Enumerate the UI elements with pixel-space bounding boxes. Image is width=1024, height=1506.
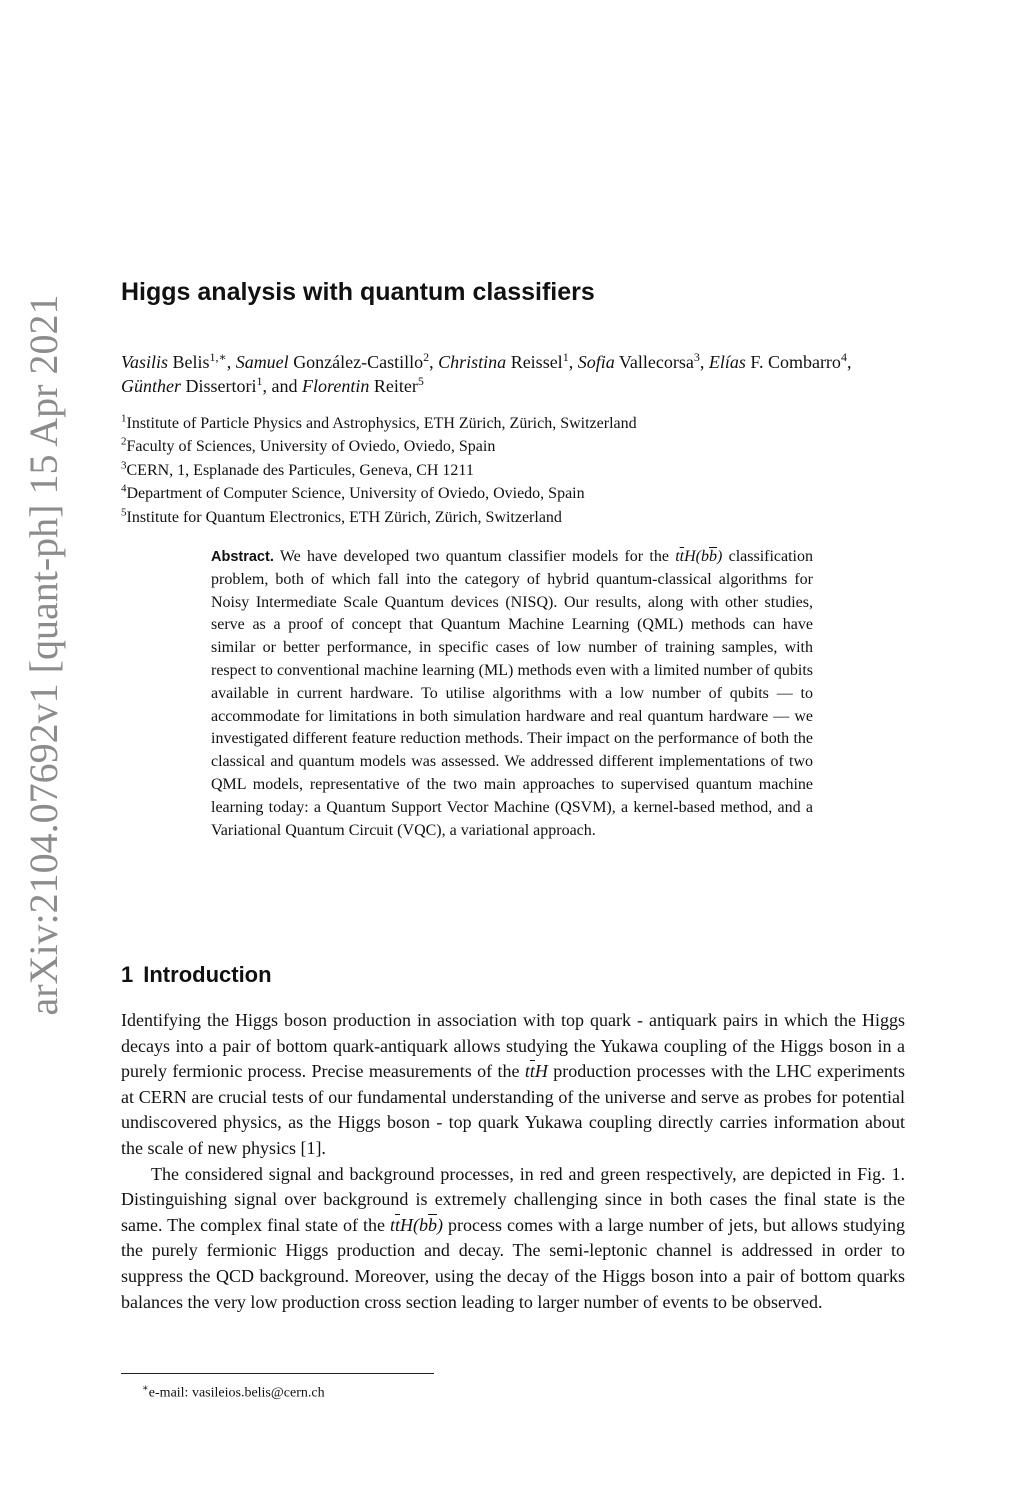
author: Samuel González-Castillo$^2$ — [235, 350, 430, 372]
footnote-rule — [121, 1373, 434, 1374]
introduction-body — [121, 1008, 905, 1315]
affiliation: $^5$Institute for Quantum Electronics, ETH Zürich, Zürich, Switzerland — [121, 506, 562, 526]
author: Florentin Reiter$^5$ — [302, 374, 424, 396]
author: Vasilis Belis$^{1,∗}$ — [121, 350, 227, 372]
math-tth-bb: $t\overline{t}H(b\overline{b})$ — [675, 548, 723, 565]
author: Günther Dissertori$^1$ — [121, 374, 263, 396]
arxiv-identifier-stamp: arXiv:2104.07692v1 [quant-ph] 15 Apr 2021 — [21, 294, 66, 1016]
math-tth-bb: $t\overline{t}H(b\overline{b})$ — [390, 1214, 444, 1235]
affiliation-list — [121, 412, 905, 529]
affiliation: $^3$CERN, 1, Esplanade des Particules, Geneva, CH 1211 — [121, 459, 474, 479]
author-list: Vasilis Belis$^{1,∗}$, Samuel González-Castillo$^2$, Christina Reissel$^1$, Sofia Vallecorsa$^3$, Elías F. Combarro$^4$, Günther Dissertori$^1$, and Florentin Reiter$^5$ — [121, 350, 852, 396]
paragraph: The considered signal and background processes, in red and green respectively, are depicted in Fig. 1. Distinguishing signal over background is extremely challenging since in both cases the final state is the same. The complex final state of the $t\overline{t}H(b\overline{b})$ process comes with a large number of jets, but allows studying the purely fermionic Higgs production and decay. The semi-leptonic channel is addressed in order to suppress the QCD background. Moreover, using the decay of the Higgs boson into a pair of bottom quarks balances the very low production cross section leading to larger number of events to be observed. — [121, 1163, 905, 1312]
abstract: Abstract. We have developed two quantum classifier models for the $t\overline{t}H(b\overline{b})$ classification problem, both of which fall into the category of hybrid quantum-classical algorithms for Noisy Intermediate Scale Quantum devices (NISQ). Our results, along with other studies, serve as a proof of concept that Quantum Machine Learning (QML) methods can have similar or better performance, in specific cases of low number of training samples, with respect to conventional machine learning (ML) methods even with a limited number of qubits available in current hardware. To utilise algorithms with a low number of qubits — to accommodate for limitations in both simulation hardware and real quantum hardware — we investigated different feature reduction methods. Their impact on the performance of both the classical and quantum models was assessed. We addressed different implementations of two QML models, representative of the two main approaches to supervised quantum machine learning today: a Quantum Support Vector Machine (QSVM), a kernel-based method, and a Variational Quantum Circuit (VQC), a variational approach. — [211, 548, 814, 839]
affiliation: $^2$Faculty of Sciences, University of Oviedo, Oviedo, Spain — [121, 436, 496, 456]
section-heading: 1 Introduction — [121, 962, 272, 987]
author: Christina Reissel$^1$ — [438, 350, 569, 372]
affiliation: $^1$Institute of Particle Physics and Astrophysics, ETH Zürich, Zürich, Switzerland — [121, 412, 637, 432]
affiliation: $^4$Department of Computer Science, University of Oviedo, Oviedo, Spain — [121, 482, 585, 503]
math-tth: $t\overline{t}H$ — [524, 1061, 548, 1082]
abstract-label: Abstract. — [211, 549, 274, 565]
paragraph: Identifying the Higgs boson production in association with top quark - antiquark pairs in which the Higgs decays into a pair of bottom quark-antiquark allows studying the Yukawa coupling of the Higgs boson in a purely fermionic process. Precise measurements of the $t\overline{t}H$ production processes with the LHC experiments at CERN are crucial tests of our fundamental understanding of the universe and serve as probes for potential undiscovered physics, as the Higgs boson - top quark Yukawa coupling directly carries information about the scale of new physics [1]. — [121, 1010, 905, 1158]
footnote: ∗e-mail: vasileios.belis@cern.ch — [142, 1383, 325, 1401]
paper-title: Higgs analysis with quantum classifiers — [121, 278, 595, 306]
author: Elías F. Combarro$^4$ — [708, 350, 847, 372]
author: Sofia Vallecorsa$^3$ — [577, 350, 700, 372]
